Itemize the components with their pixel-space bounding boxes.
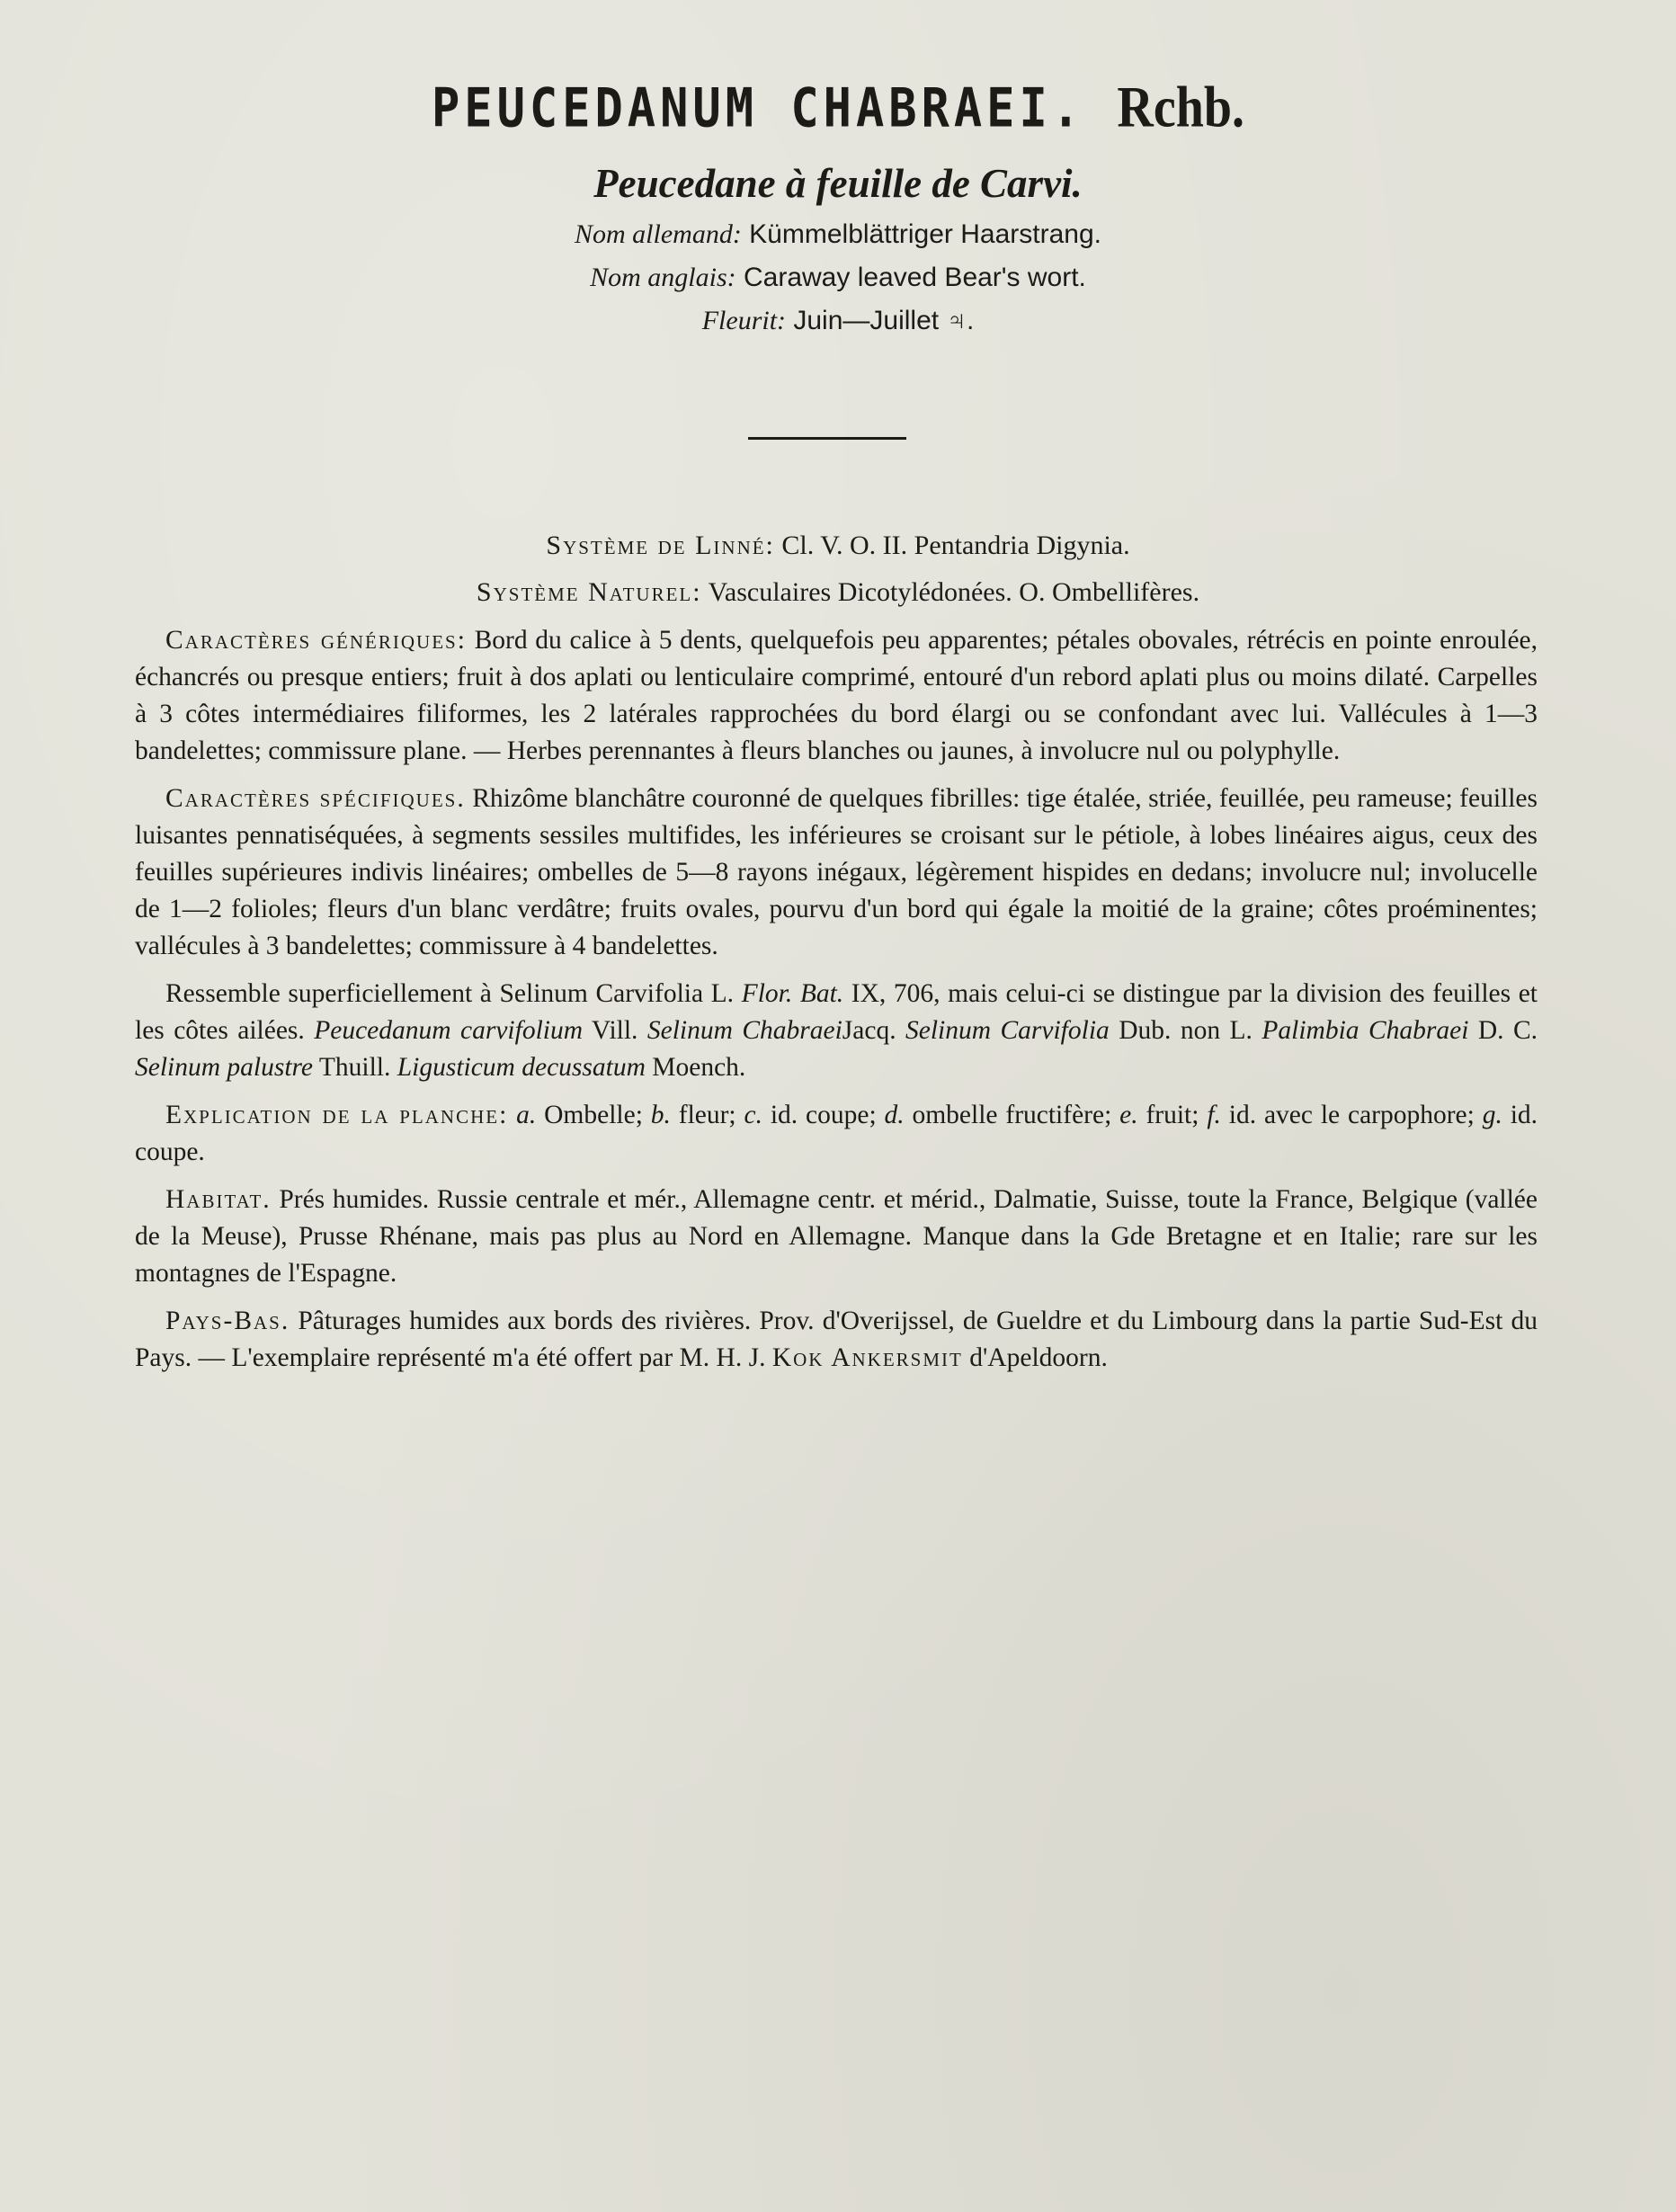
figure-letter: e. <box>1119 1101 1138 1129</box>
netherlands-paragraph <box>135 1303 1538 1377</box>
figure-letter: d. <box>884 1101 905 1129</box>
plate-explanation-paragraph <box>135 1097 1538 1171</box>
figure-caption: fruit; <box>1146 1101 1199 1129</box>
figure-caption: id. coupe. <box>135 1101 1538 1166</box>
title-author: Rchb. <box>1117 76 1245 140</box>
plate-explanation-label: Explication de la planche: <box>165 1101 509 1129</box>
synonym-author: D. C. <box>1477 1016 1538 1045</box>
figure-caption: ombelle fructifère; <box>912 1101 1112 1129</box>
resemblance-paragraph <box>135 976 1538 1086</box>
natural-system-line <box>0 577 1676 608</box>
figure-letter: g. <box>1482 1101 1502 1129</box>
figure-caption: fleur; <box>678 1101 736 1129</box>
generic-characters-paragraph <box>135 622 1538 770</box>
german-name-label: Nom allemand: <box>575 219 742 249</box>
resemblance-text: IX, 706, mais celui-ci se distingue par la division des feuilles et les côtes ailées. <box>135 979 1538 1045</box>
habitat-paragraph <box>135 1182 1538 1292</box>
linnaean-system-line <box>0 531 1676 561</box>
synonym-name: Palimbia Chabraei <box>1261 1016 1469 1045</box>
page-title <box>0 75 1676 141</box>
flowering-line <box>0 306 1676 336</box>
specific-characters-paragraph <box>135 780 1538 965</box>
flowering-period: Juin—Juillet ♃. <box>793 306 975 335</box>
english-name: Caraway leaved Bear's wort. <box>743 263 1086 292</box>
english-name-line <box>0 263 1676 293</box>
divider-rule <box>748 437 906 440</box>
english-name-label: Nom anglais: <box>590 263 736 292</box>
figure-letter: c. <box>744 1101 762 1129</box>
synonym-name: Ligusticum decussatum <box>397 1053 646 1082</box>
figure-letter: f. <box>1207 1101 1221 1129</box>
synonym-name: Selinum palustre <box>135 1053 314 1082</box>
synonym-author: Jacq. <box>842 1016 896 1045</box>
description-body <box>135 622 1538 1387</box>
natural-system: Vasculaires Dicotylédonées. O. Ombellifères. <box>708 577 1200 607</box>
title-species: PEUCEDANUM CHABRAEI. <box>431 77 1085 140</box>
figure-letter: a. <box>516 1101 537 1129</box>
synonym-name: Selinum Carvifolia <box>905 1016 1110 1045</box>
flowering-label: Fleurit: <box>701 306 787 335</box>
netherlands-text: Pâturages humides aux bords des rivières. Prov. d'Overijssel, de Gueldre et du Limbourg dans la partie Sud-Est du Pays. — L'exemplaire représenté m'a été offert par M. H. J. <box>135 1307 1538 1372</box>
habitat-text: Prés humides. Russie centrale et mér., Allemagne centr. et mérid., Dalmatie, Suisse, toute la France, Belgique (vallée de la Meuse), Prusse Rhénane, mais pas plus au Nord en Allemagne. Manque dans la Gde Bretagne et en Italie; rare sur les montagnes de l'Espagne. <box>135 1185 1538 1288</box>
figure-caption: id. coupe; <box>770 1101 877 1129</box>
donor-place: d'Apeldoorn. <box>969 1343 1108 1372</box>
french-name: Peucedane à feuille de Carvi. <box>593 161 1083 206</box>
habitat-label: Habitat. <box>165 1185 272 1214</box>
generic-characters-text: Bord du calice à 5 dents, quelquefois peu apparentes; pétales obovales, rétrécis en pointe enroulée, échancrés ou presque entiers; fruit à dos aplati ou lenticulaire comprimé, entouré d'un rebord aplati plus ou moins dilaté. Carpelles à 3 côtes intermédiaires filiformes, les 2 latérales rapprochées du bord élargi ou se confondant avec lui. Vallécules à 1—3 bandelettes; commissure plane. — Herbes perennantes à fleurs blanches ou jaunes, à involucre nul ou polyphylle. <box>135 626 1538 765</box>
synonym-author: Thuill. <box>318 1053 391 1082</box>
donor-name: Kok Ankersmit <box>771 1343 963 1372</box>
figure-caption: id. avec le carpophore; <box>1228 1101 1475 1129</box>
synonym-author: Moench. <box>652 1053 746 1082</box>
linnaean-system: Cl. V. O. II. Pentandria Digynia. <box>781 531 1130 560</box>
synonym-name: Selinum Chabraei <box>646 1016 842 1045</box>
netherlands-label: Pays-Bas. <box>165 1307 290 1335</box>
specific-characters-label: Caractères spécifiques. <box>165 784 466 813</box>
specific-characters-text: Rhizôme blanchâtre couronné de quelques fibrilles: tige étalée, striée, feuillée, peu rameuse; feuilles luisantes pennatiséquées, à segments sessiles multifides, les inférieures se croisant sur le pétiole, à lobes linéaires aigus, ceux des feuilles supérieures indivis linéaires; ombelles de 5—8 rayons inégaux, légèrement hispides en dedans; involucre nul; involucelle de 1—2 folioles; fleurs d'un blanc verdâtre; fruits ovales, pourvu d'un bord qui égale la moitié de la graine; côtes proéminentes; vallécules à 3 bandelettes; commissure à 4 bandelettes. <box>135 784 1538 960</box>
resemblance-text: Ressemble superficiellement à Selinum Carvifolia L. <box>165 979 735 1008</box>
figure-caption: Ombelle; <box>544 1101 643 1129</box>
generic-characters-label: Caractères génériques: <box>165 626 467 655</box>
synonym-author: Vill. <box>591 1016 638 1045</box>
synonym-author: Dub. non L. <box>1119 1016 1253 1045</box>
linnaean-system-label: Système de Linné: <box>546 531 775 560</box>
german-name-line <box>0 219 1676 250</box>
natural-system-label: Système Naturel: <box>476 577 702 607</box>
synonym-name: Peucedanum carvifolium <box>314 1016 584 1045</box>
figure-letter: b. <box>650 1101 671 1129</box>
german-name: Kümmelblättriger Haarstrang. <box>749 219 1101 249</box>
reference-flor-bat: Flor. Bat. <box>741 979 844 1008</box>
